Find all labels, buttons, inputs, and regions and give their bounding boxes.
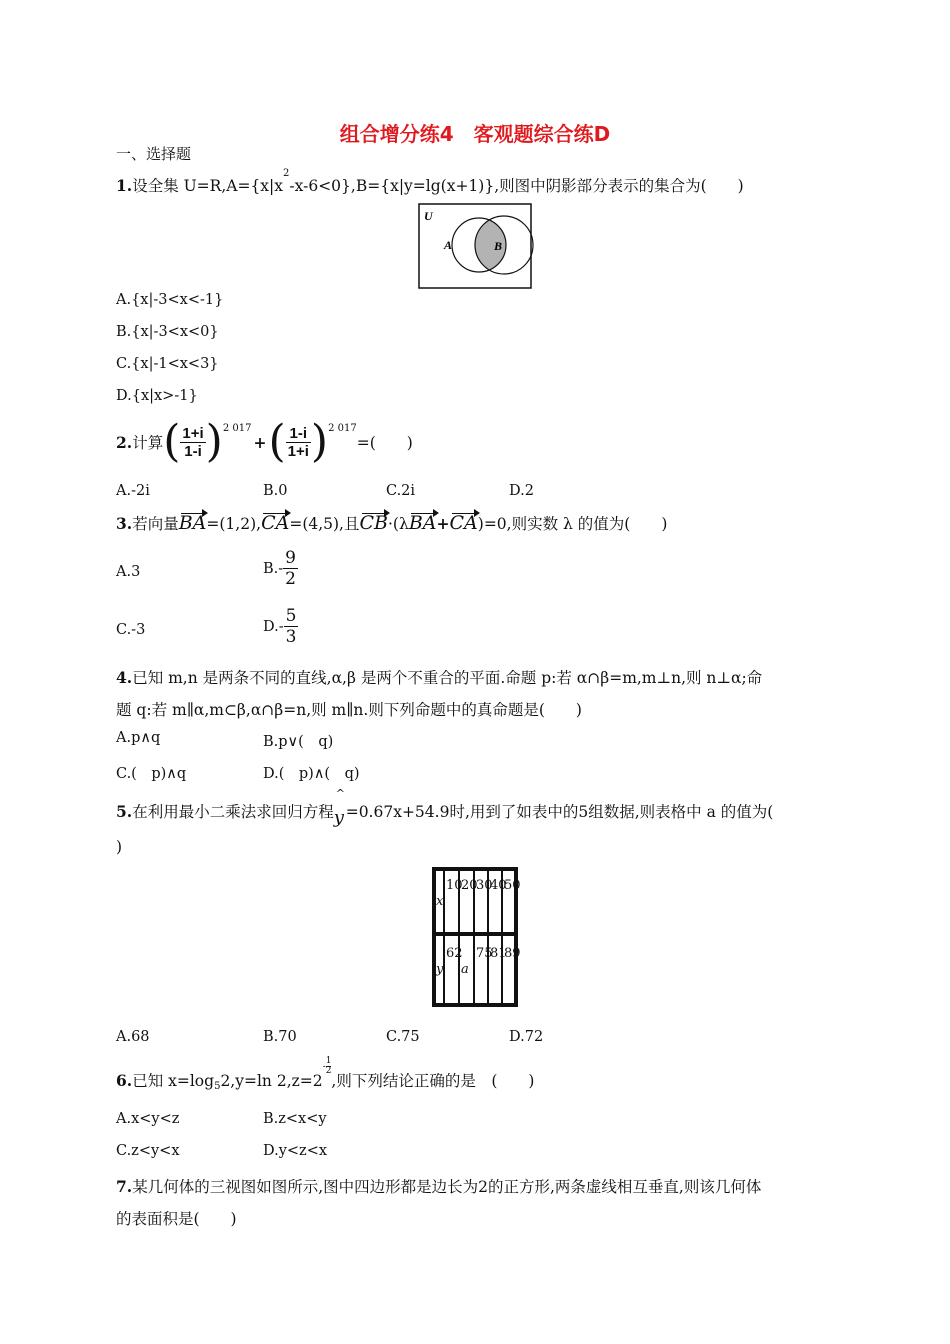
option-c[interactable]: C.-3 [116,622,146,638]
data-table [432,867,521,1007]
fraction-denominator: 3 [285,627,297,647]
fraction-numerator: 1 [325,1056,332,1066]
table-row-label-x: x [436,894,444,909]
table-cell: 20 [461,878,478,893]
question-text-end: =( ) [356,434,413,452]
superscript: 2 [283,168,290,179]
option-b[interactable]: B.{x|-3<x<0} [116,324,219,340]
table-row-y [446,946,521,977]
table-row-x [446,878,521,893]
question-text: 在利用最小二乘法求回归方程 [132,803,334,821]
question-5 [116,787,774,828]
option-a[interactable]: A.68 [116,1029,150,1045]
question-text: 2,y=ln 2,z=2 [220,1072,323,1090]
fraction-denominator: 2 [325,1066,332,1076]
paren-right: ) [310,416,329,467]
table-cell: 89 [504,946,521,961]
venn-diagram [418,203,532,289]
question-number: 7. [116,1177,133,1196]
table-cell: 40 [490,878,507,893]
paren-left: ( [163,416,181,467]
question-text: 已知 x=log [132,1072,215,1090]
option-c[interactable]: C.z<y<x [116,1143,180,1159]
option-c[interactable]: C.2i [386,483,416,499]
table-cell: 62 [446,946,463,961]
fraction-denominator: 1+i [287,442,309,460]
question-text: 已知 m,n 是两条不同的直线,α,β 是两个不重合的平面.命题 p:若 α∩β=m,m⊥n,则 n⊥α;命 [132,669,763,687]
question-number: 6. [116,1071,133,1090]
option-a[interactable]: A.x<y<z [116,1111,180,1127]
question-text-cont: =0.67x+54.9时,用到了如表中的5组数据,则表格中 a 的值为( [345,803,774,821]
question-text: 若向量 [132,515,179,533]
option-b[interactable]: B.70 [263,1029,297,1045]
question-text: )=0,则实数 λ 的值为( ) [477,515,668,533]
exponent-frac-body [326,1057,332,1076]
fraction-2 [286,425,311,460]
question-7-line-2: 的表面积是( ) [116,1210,237,1228]
question-text: 设全集 U=R,A={x|x [132,177,284,195]
set-b-label: B [494,239,503,253]
question-text: 某几何体的三视图如图所示,图中四边形都是边长为2的正方形,两条虚线相互垂直,则该几何体 [132,1178,762,1196]
fraction [283,548,298,589]
option-a[interactable]: A.{x|-3<x<-1} [116,292,224,308]
question-number: 2. [116,432,133,452]
question-text: =(4,5),且 [289,515,360,533]
table-cell: 81 [490,946,507,961]
question-4-line-2: 题 q:若 m∥α,m⊂β,α∩β=n,则 m∥n.则下列命题中的真命题是( ) [116,701,582,719]
y-variable: y [333,807,344,828]
question-text-end: ,则下列结论正确的是 ( ) [331,1072,535,1090]
option-d[interactable] [263,606,298,647]
option-d[interactable]: D.y<z<x [263,1143,328,1159]
option-d[interactable]: D.{x|x>-1} [116,388,198,404]
option-b[interactable] [263,548,298,589]
hat-symbol: ^ [335,787,345,800]
option-b[interactable]: B.0 [263,483,288,499]
vector-ca: CA [261,512,290,534]
question-7 [116,1175,761,1197]
fraction-numerator: 1-i [286,425,311,443]
question-number: 3. [116,514,133,533]
table-row-label-y: y [436,962,444,977]
option-c[interactable]: C.( p)∧q [116,766,187,782]
table-cell: 30 [476,878,493,893]
option-a[interactable]: A.-2i [116,483,150,499]
question-4 [116,666,762,688]
vector-ba: BA [408,512,437,534]
question-5-line-2: ) [116,838,123,856]
table-cell: 10 [446,878,463,893]
question-6 [116,1056,535,1092]
paren-right: ) [205,416,223,467]
question-text: 计算 [132,434,164,452]
fraction-numerator: 5 [285,606,297,626]
table-cell: 50 [504,878,521,893]
option-label: D.- [263,618,284,635]
fraction-numerator: 1+i [182,424,204,442]
set-a-label: A [444,238,453,252]
option-c[interactable]: C.{x|-1<x<3} [116,356,219,372]
question-number: 1. [116,176,133,195]
vector-ba: BA [178,512,207,534]
exponent-fraction [323,1057,332,1076]
log-base: 5 [214,1081,221,1092]
option-a[interactable]: A.p∧q [116,730,161,746]
fraction-1 [180,425,205,460]
question-3 [116,512,667,534]
exponent: 2 017 [328,422,357,434]
option-b[interactable]: B.z<x<y [263,1111,327,1127]
plus-sign: + [253,432,267,452]
vector-ca: CA [449,512,478,534]
option-a[interactable]: A.3 [116,564,141,580]
option-label: B.- [263,560,284,577]
question-text: ·(λ [388,515,409,533]
table-cell: a [461,962,469,977]
fraction-denominator: 1-i [184,442,202,460]
question-number: 4. [116,668,133,687]
option-d[interactable]: D.( p)∧( q) [263,766,360,782]
section-heading: 一、选择题 [116,145,192,163]
plus-sign: + [436,514,450,533]
paren-left: ( [268,416,286,467]
option-b[interactable]: B.p∨( q) [263,734,334,750]
page-title: 组合增分练4 客观题综合练D [339,122,611,146]
option-d[interactable]: D.2 [509,483,534,499]
fraction-denominator: 2 [285,569,296,589]
fraction-numerator: 9 [285,548,296,568]
question-number: 5. [116,802,133,821]
y-hat [333,787,346,828]
exponent: 2 017 [222,422,252,434]
exponent-sign: - [322,1062,326,1072]
vector-cb: CB [359,512,388,534]
question-1 [116,168,744,196]
universe-label: U [424,209,433,223]
fraction [284,606,299,647]
question-text-cont: -x-6<0},B={x|y=lg(x+1)},则图中阴影部分表示的集合为( ) [289,177,744,195]
table-cell: 75 [476,946,493,961]
option-d[interactable]: D.72 [509,1029,544,1045]
question-2 [116,414,413,470]
question-text: =(1,2), [206,515,262,533]
option-c[interactable]: C.75 [386,1029,420,1045]
